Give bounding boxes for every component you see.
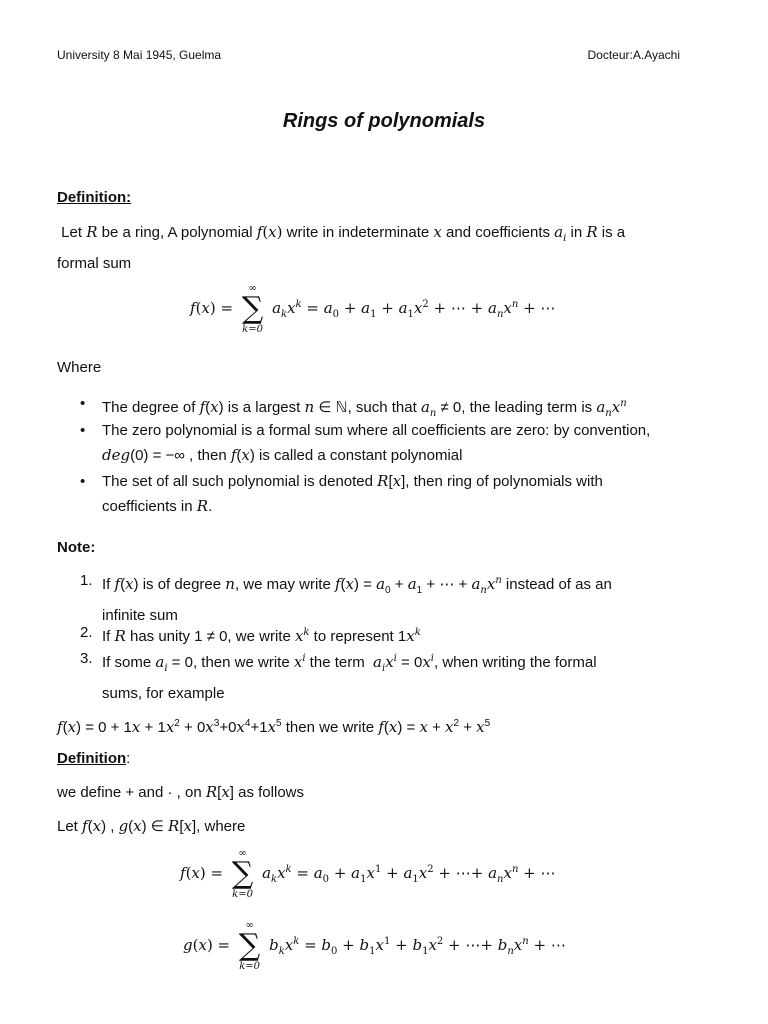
definition-text bbox=[57, 220, 707, 276]
definition-line-2: formal sum bbox=[57, 255, 132, 272]
definition-label: Definition: bbox=[57, 189, 132, 206]
list-item: • The zero polynomial is a formal sum where all coefficients are zero: by convention, deg(0) = −∞ , then f(x) is called a constant polynomial bbox=[80, 418, 700, 468]
example-line: $f(x) = 0 + 1x + 1x^2 + 0x^3+0x^4+1x^5$ then we write $f(x) = x + x^2 + x^5$ bbox=[57, 718, 491, 736]
bullet-icon: • bbox=[80, 422, 86, 439]
header-author: Docteur:A.Ayachi bbox=[587, 48, 680, 62]
formula-f-series: f(x) = ∞ ∑ k=0 $a_kx^k = a_0 + a_1 + a_1x^2$ + ⋯ + $a_nx^n$ + ⋯ bbox=[190, 283, 556, 335]
list-item: 3. If some $a_i = 0$, then we write $x^i$ the term $a_ix^i = 0x^i$, when writing the formal sums, for example bbox=[80, 646, 700, 706]
definition-2-line-2: Let f(x) , g(x) ∈ R[x], where bbox=[57, 817, 246, 835]
where-label: Where bbox=[57, 359, 102, 376]
list-item: 1. If f(x) is of degree n, we may write $f(x) = a_0 + a_1$ + ⋯ + $a_nx^n$ instead of as an infinite sum bbox=[80, 568, 700, 628]
header-institution: University 8 Mai 1945, Guelma bbox=[57, 48, 222, 62]
definition-2-line-1: we define + and · , on R[x] as follows bbox=[57, 783, 304, 801]
note-heading bbox=[57, 535, 707, 560]
note-label: Note: bbox=[57, 539, 96, 556]
definition-heading bbox=[57, 185, 707, 210]
definition-2-heading bbox=[57, 746, 707, 771]
definition-line-1: Let R be a ring, A polynomial f(x) write in indeterminate x and coefficients $a_i$ in R is a bbox=[57, 223, 626, 244]
bullet-icon: • bbox=[80, 395, 86, 412]
list-number: 3. bbox=[80, 650, 93, 667]
bullet-icon: • bbox=[80, 473, 86, 490]
list-number: 2. bbox=[80, 624, 93, 641]
list-item: • The set of all such polynomial is denoted R[x], then ring of polynomials with coefficients in R. bbox=[80, 469, 700, 519]
list-number: 1. bbox=[80, 572, 93, 589]
formula-g-expanded: g(x) = ∞ ∑ k=0 $b_kx^k = b_0 + b_1x^1 + b_1x^2$ + ⋯+ $b_nx^n$ + ⋯ bbox=[183, 920, 566, 972]
page-title: Rings of polynomials bbox=[282, 110, 486, 132]
definition-2-colon: : bbox=[126, 750, 131, 767]
formula-f-expanded: f(x) = ∞ ∑ k=0 $a_kx^k = a_0 + a_1x^1 + a_1x^2$ + ⋯+ $a_nx^n$ + ⋯ bbox=[180, 848, 556, 900]
list-item: 2. If R has unity 1 ≠ 0, we write $x^k$ to represent $1x^k$ bbox=[80, 620, 700, 649]
definition-2-label: Definition bbox=[57, 750, 127, 767]
list-item: • The degree of f(x) is a largest n ∈ ℕ, such that $a_n \ne 0$, the leading term is $a_nx^n$ bbox=[80, 391, 700, 426]
